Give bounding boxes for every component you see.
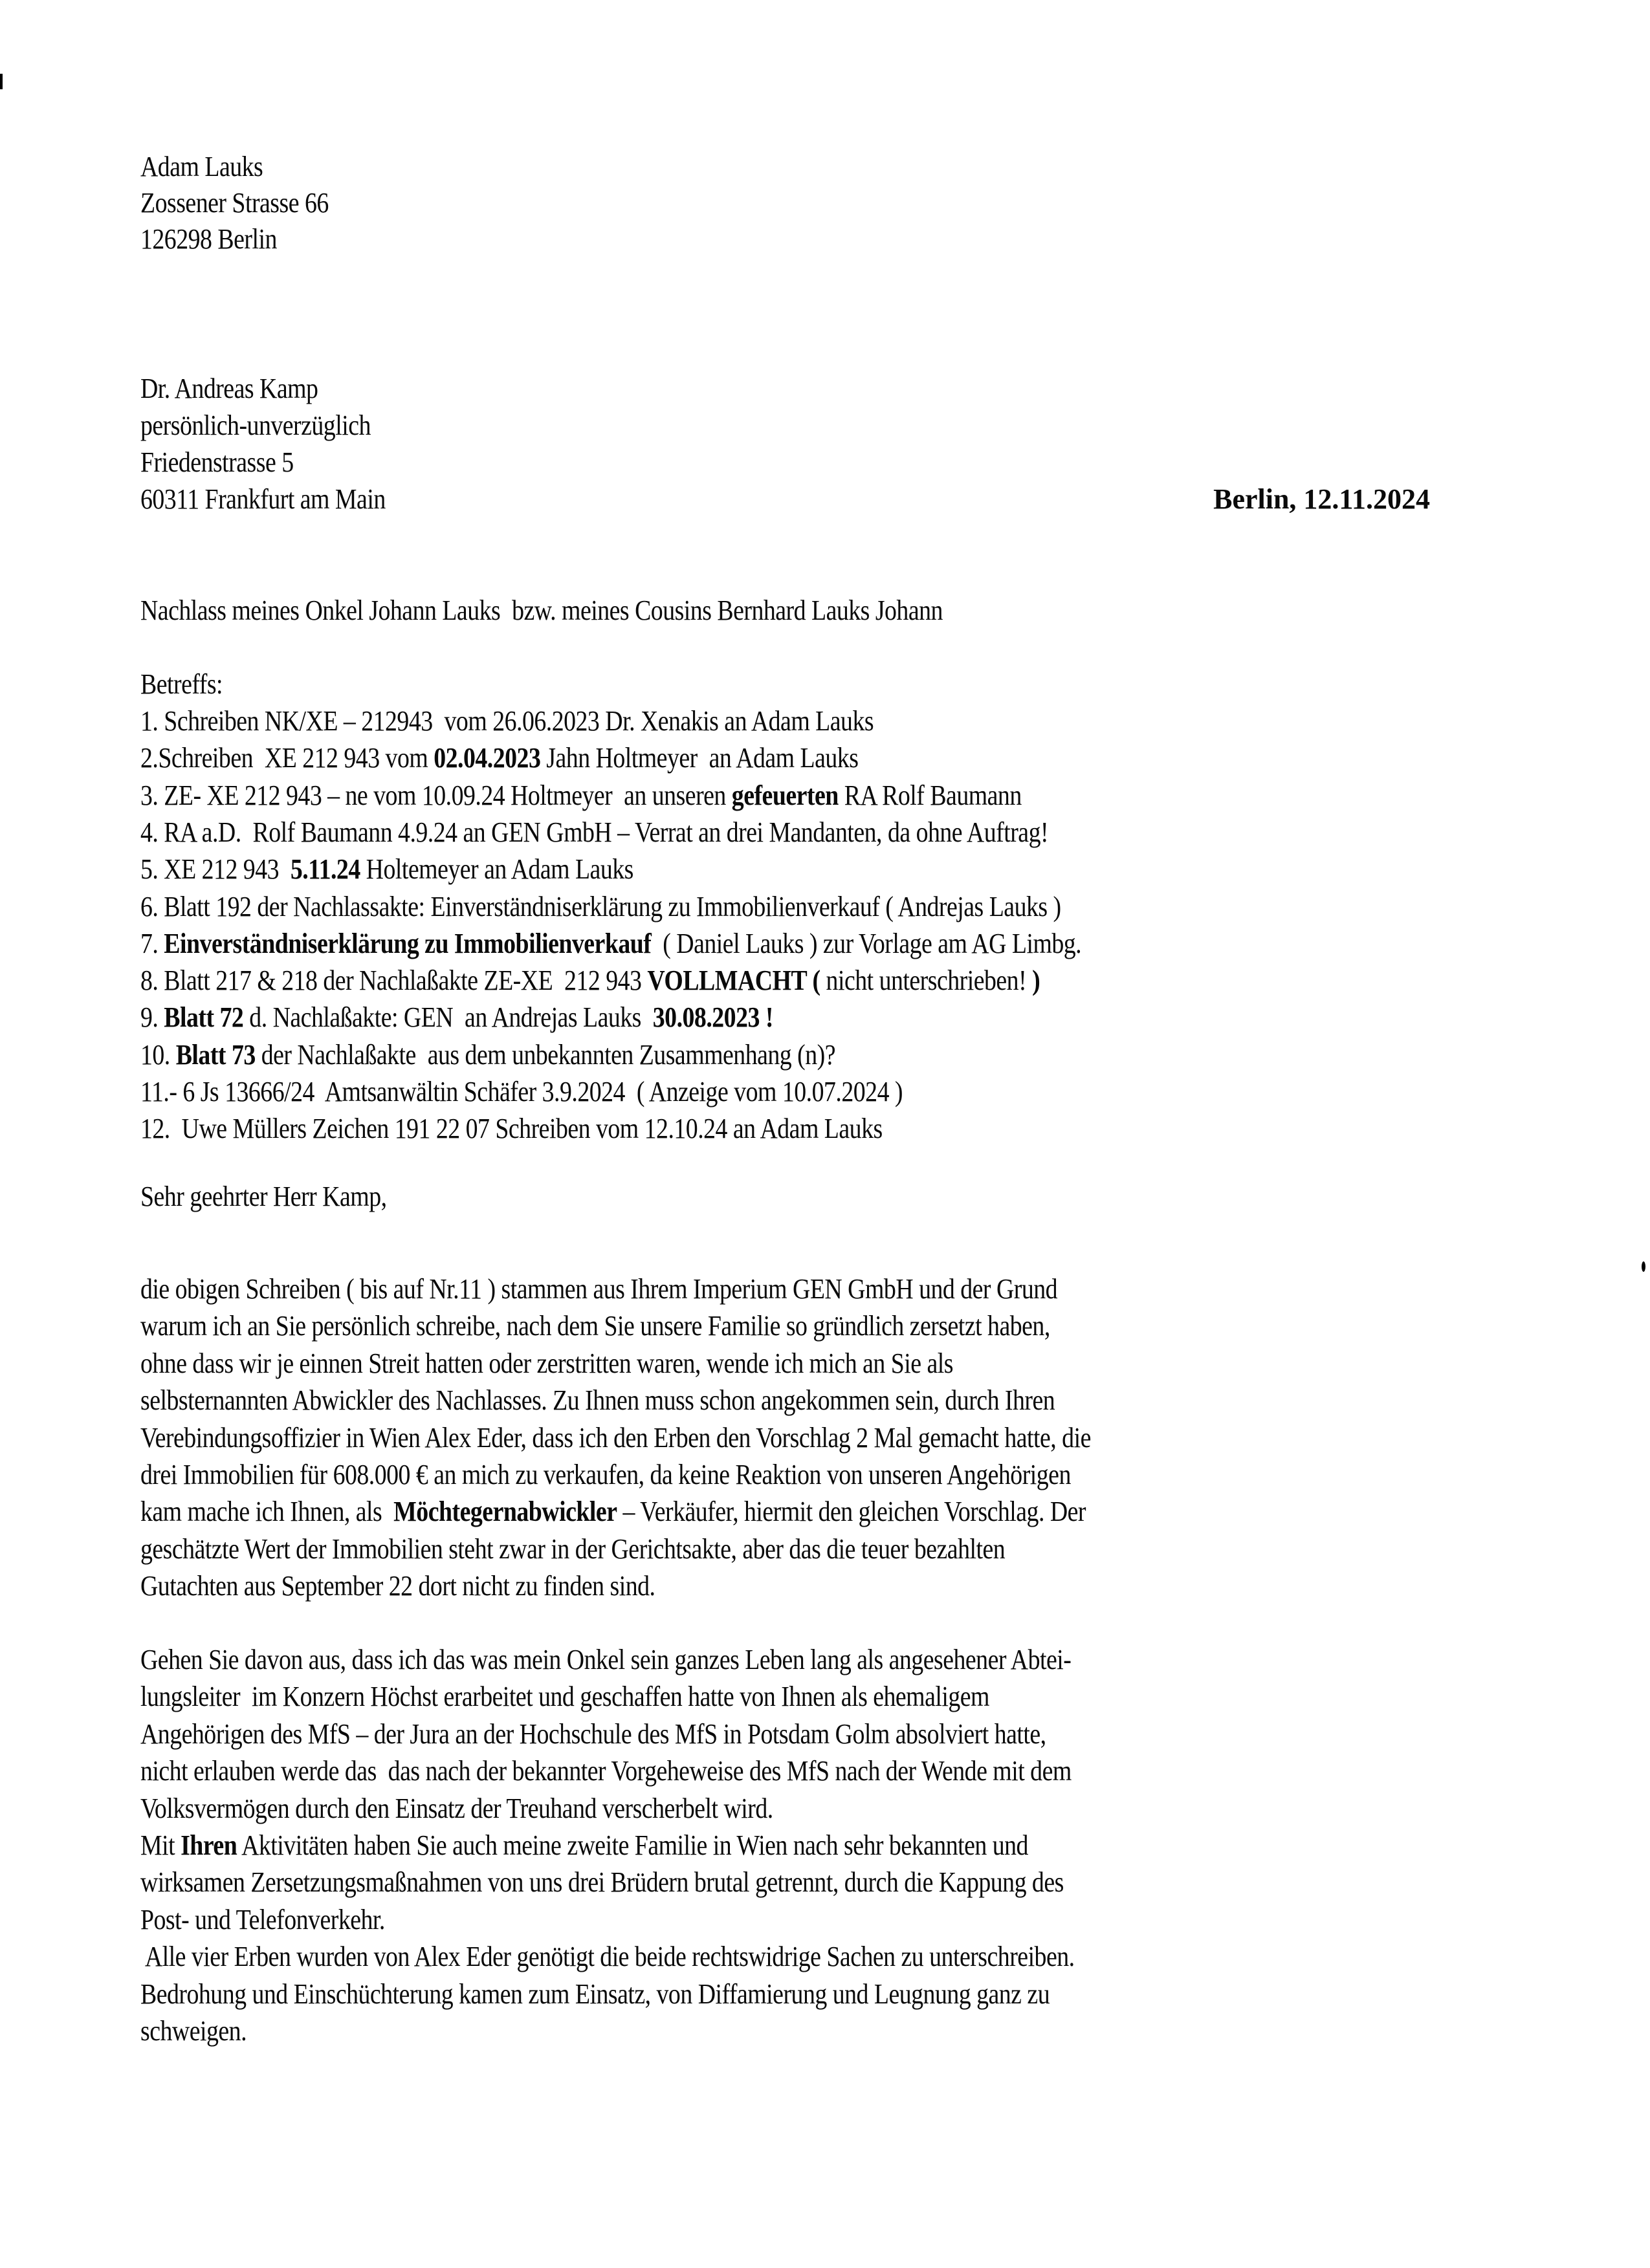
bold-text-run: Ihren [181, 1829, 237, 1861]
sender-city: 126298 Berlin [140, 223, 277, 255]
text-run: kam mache ich Ihnen, als [140, 1496, 394, 1528]
bold-text-run: Blatt 72 [164, 1001, 244, 1034]
body-line [140, 1271, 1057, 1307]
text-run: nicht unterschrieben! [820, 965, 1033, 997]
body-line [140, 2013, 247, 2049]
text-run: ohne dass wir je einnen Streit hatten oder zerstritten waren, wende ich mich an Sie als [140, 1347, 953, 1379]
body-line [140, 1976, 1050, 2012]
recipient-name: Dr. Andreas Kamp [140, 373, 318, 404]
recipient-street: Friedenstrasse 5 [140, 446, 294, 478]
reference-item [140, 1074, 903, 1110]
text-run: warum ich an Sie persönlich schreibe, nach dem Sie unsere Familie so gründlich zersetzt haben, [140, 1310, 1050, 1342]
text-run: 7. [140, 927, 164, 959]
scan-artifact-right-edge [1642, 1261, 1645, 1272]
text-run: 1. Schreiben NK/XE – 212943 vom 26.06.2023 Dr. Xenakis an Adam Lauks [140, 705, 874, 737]
bold-text-run: gefeuerten [731, 779, 839, 811]
text-run: RA Rolf Baumann [838, 779, 1022, 811]
reference-item [140, 889, 1061, 925]
body-line [140, 1642, 1071, 1678]
text-run: Volksvermögen durch den Einsatz der Treuhand verscherbelt wird. [140, 1792, 773, 1824]
bold-text-run: ) [1032, 965, 1040, 997]
sender-name: Adam Lauks [140, 151, 263, 182]
text-run: geschätzte Wert der Immobilien steht zwar in der Gerichtsakte, aber das die teuer bezahlten [140, 1532, 1006, 1565]
bold-text-run: Blatt 73 [175, 1038, 256, 1071]
body-line [140, 1420, 1091, 1456]
text-run: Jahn Holtmeyer an Adam Lauks [540, 742, 859, 774]
references-heading: Betreffs: [140, 668, 223, 700]
text-run: drei Immobilien für 608.000 € an mich zu verkaufen, da keine Reaktion von unseren Angehörigen [140, 1459, 1071, 1490]
body-line [140, 1753, 1072, 1789]
text-run: 3. ZE- XE 212 943 – ne vom 10.09.24 Holtmeyer an unseren [140, 779, 732, 811]
reference-item [140, 778, 1022, 814]
body-line [140, 1494, 1086, 1530]
body-line [140, 1308, 1050, 1344]
text-run: ( Daniel Lauks ) zur Vorlage am AG Limbg. [651, 927, 1082, 959]
place-date: Berlin, 12.11.2024 [1213, 483, 1430, 515]
body-line [140, 1531, 1005, 1567]
salutation: Sehr geehrter Herr Kamp, [140, 1181, 387, 1212]
text-run: 4. RA a.D. Rolf Baumann 4.9.24 an GEN GmbH – Verrat an drei Mandanten, da ohne Auftrag! [140, 816, 1049, 848]
text-run: wirksamen Zersetzungsmaßnahmen von uns drei Brüdern brutal getrennt, durch die Kappung des [140, 1866, 1064, 1899]
body-line [140, 1791, 773, 1827]
text-run: Post- und Telefonverkehr. [140, 1903, 385, 1935]
text-run: d. Nachlaßakte: GEN an Andrejas Lauks [243, 1001, 653, 1034]
body-line [140, 1457, 1071, 1493]
text-run: Mit [140, 1829, 181, 1861]
reference-item [140, 740, 858, 776]
text-run: 12. Uwe Müllers Zeichen 191 22 07 Schreiben vom 12.10.24 an Adam Lauks [140, 1113, 883, 1145]
text-run: Holtemeyer an Adam Lauks [360, 853, 633, 886]
text-run: 11.- 6 Js 13666/24 Amtsanwältin Schäfer 3.9.2024 ( Anzeige vom 10.07.2024 ) [140, 1076, 903, 1107]
bold-text-run: Einverständniserklärung zu Immobilienverkauf [164, 927, 652, 959]
text-run: Verebindungsoffizier in Wien Alex Eder, dass ich den Erben den Vorschlag 2 Mal gemacht hatte, die [140, 1421, 1091, 1454]
subject-line: Nachlass meines Onkel Johann Lauks bzw. meines Cousins Bernhard Lauks Johann [140, 594, 943, 626]
bold-text-run: VOLLMACHT ( [647, 965, 820, 997]
reference-item [140, 963, 1040, 999]
text-run: 9. [140, 1001, 164, 1034]
reference-item [140, 814, 1048, 851]
sender-street: Zossener Strasse 66 [140, 187, 329, 219]
text-run: 2.Schreiben XE 212 943 vom [140, 742, 434, 774]
text-run: 6. Blatt 192 der Nachlassakte: Einverständniserklärung zu Immobilienverkauf ( Andrejas Lauks ) [140, 890, 1061, 922]
text-run: lungsleiter im Konzern Höchst erarbeitet und geschaffen hatte von Ihnen als ehemaligem [140, 1681, 989, 1713]
body-line [140, 1568, 655, 1604]
text-run: der Nachlaßakte aus dem unbekannten Zusammenhang (n)? [255, 1038, 836, 1071]
text-run: Angehörigen des MfS – der Jura an der Hochschule des MfS in Potsdam Golm absolviert hatte, [140, 1717, 1046, 1750]
body-line [140, 1827, 1028, 1864]
body-line [140, 1679, 989, 1715]
body-line [140, 1864, 1064, 1901]
body-line [140, 1382, 1055, 1419]
recipient-note: persönlich-unverzüglich [140, 409, 371, 441]
bold-text-run: 30.08.2023 ! [652, 1001, 773, 1034]
reference-item [140, 999, 773, 1036]
body-line [140, 1939, 1075, 1975]
text-run: Alle vier Erben wurden von Alex Eder genötigt die beide rechtswidrige Sachen zu unterschreiben. [140, 1941, 1075, 1973]
bold-text-run: Möchtegernabwickler [393, 1496, 617, 1528]
bold-text-run: 02.04.2023 [434, 742, 541, 774]
reference-item [140, 851, 633, 888]
reference-item [140, 703, 874, 739]
text-run: 5. XE 212 943 [140, 853, 291, 886]
text-run: 10. [140, 1038, 176, 1071]
text-run: Gutachten aus September 22 dort nicht zu finden sind. [140, 1570, 655, 1602]
bold-text-run: 5.11.24 [290, 853, 360, 886]
text-run: Bedrohung und Einschüchterung kamen zum Einsatz, von Diffamierung und Leugnung ganz zu [140, 1978, 1050, 2010]
recipient-city: 60311 Frankfurt am Main [140, 483, 386, 515]
reference-item [140, 1111, 883, 1147]
text-run: 8. Blatt 217 & 218 der Nachlaßakte ZE-XE 212 943 [140, 965, 648, 997]
text-run: – Verkäufer, hiermit den gleichen Vorschlag. Der [617, 1496, 1086, 1528]
text-run: die obigen Schreiben ( bis auf Nr.11 ) stammen aus Ihrem Imperium GEN GmbH und der Grund [140, 1273, 1058, 1305]
scan-artifact-left-edge [0, 74, 3, 89]
body-line [140, 1346, 953, 1382]
text-run: nicht erlauben werde das das nach der bekannter Vorgeheweise des MfS nach der Wende mit dem [140, 1755, 1072, 1787]
text-run: selbsternannten Abwickler des Nachlasses. Zu Ihnen muss schon angekommen sein, durch Ihren [140, 1384, 1055, 1417]
text-run: Aktivitäten haben Sie auch meine zweite Familie in Wien nach sehr bekannten und [237, 1829, 1028, 1861]
reference-item [140, 926, 1081, 962]
text-run: Gehen Sie davon aus, dass ich das was mein Onkel sein ganzes Leben lang als angesehener Abtei- [140, 1644, 1072, 1675]
body-line [140, 1716, 1046, 1752]
reference-item [140, 1037, 835, 1073]
body-line [140, 1902, 385, 1938]
text-run: schweigen. [140, 2015, 247, 2047]
